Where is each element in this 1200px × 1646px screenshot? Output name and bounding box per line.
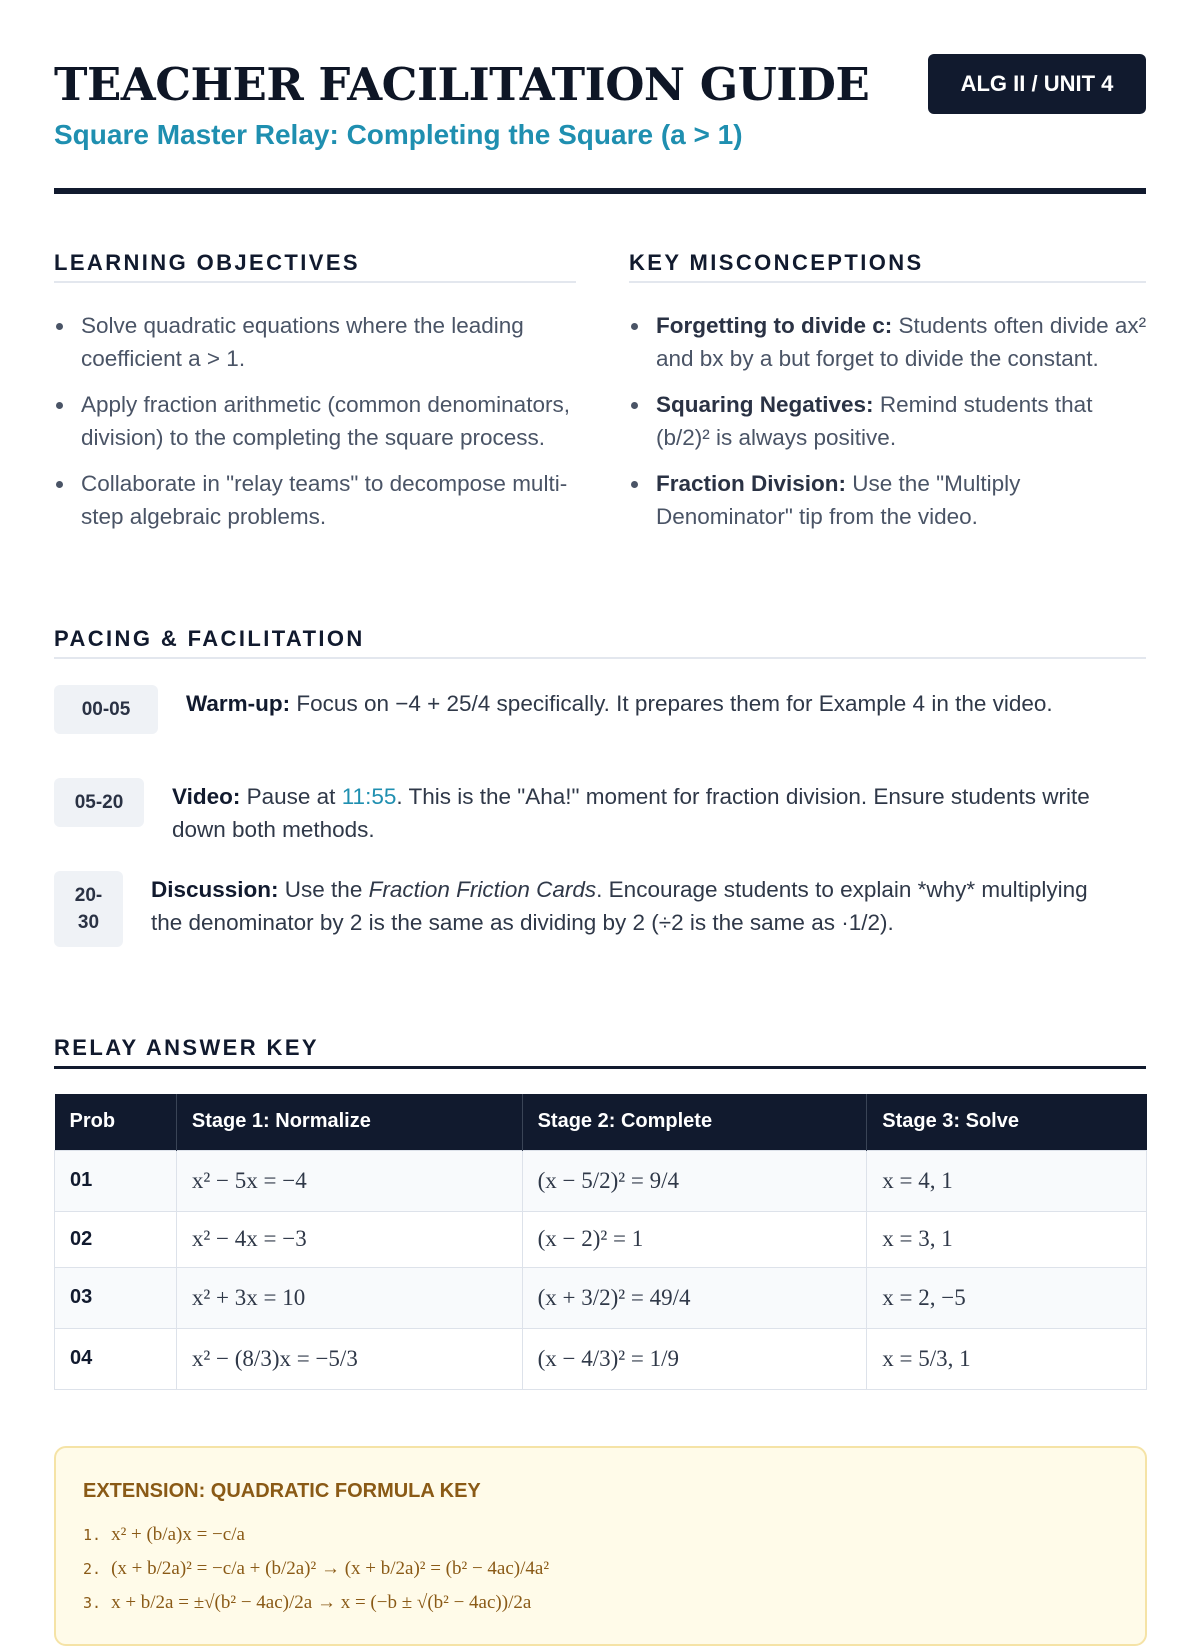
step-number: 2. xyxy=(83,1560,102,1578)
objectives-divider xyxy=(54,281,576,283)
objective-item: Collaborate in "relay teams" to decompose multi-step algebraic problems. xyxy=(54,467,579,533)
extension-box xyxy=(54,1446,1147,1646)
answer-key-divider xyxy=(54,1066,1146,1069)
pacing-heading: PACING & FACILITATION xyxy=(54,626,365,651)
misconception-text: Remind students that (b/2)² is always positive. xyxy=(656,392,1093,450)
time-chip xyxy=(54,871,123,947)
video-timestamp-link[interactable]: 11:55 xyxy=(341,784,397,809)
pacing-text xyxy=(144,780,1114,846)
pacing-label: Video: xyxy=(172,784,241,809)
problem-number: 03 xyxy=(55,1267,177,1328)
misconception-item xyxy=(629,388,1151,454)
problem-number: 04 xyxy=(55,1328,177,1389)
misconception-item xyxy=(629,467,1151,533)
pacing-row xyxy=(54,778,1146,846)
column-header: Stage 1: Normalize xyxy=(176,1094,522,1150)
misconceptions-divider xyxy=(629,281,1146,283)
normalize-cell: x² − 5x = −4 xyxy=(176,1150,522,1211)
table-row xyxy=(55,1267,1147,1328)
answer-key-table xyxy=(54,1094,1147,1390)
time-chip-end: 30 xyxy=(77,912,100,933)
pacing-label: Discussion: xyxy=(151,877,279,902)
table-row xyxy=(55,1150,1147,1211)
problem-number: 01 xyxy=(55,1150,177,1211)
column-header: Prob xyxy=(55,1094,177,1150)
normalize-cell: x² − 4x = −3 xyxy=(176,1211,522,1267)
objectives-list xyxy=(54,309,579,546)
pacing-row xyxy=(54,871,1146,947)
pacing-description: Use the xyxy=(284,877,363,902)
step-number: 3. xyxy=(83,1594,102,1612)
misconceptions-list xyxy=(629,309,1151,546)
objectives-heading: LEARNING OBJECTIVES xyxy=(54,250,360,275)
table-header-row xyxy=(55,1094,1147,1150)
time-chip: 05-20 xyxy=(54,778,144,827)
table-row xyxy=(55,1328,1147,1389)
complete-cell: (x − 4/3)² = 1/9 xyxy=(522,1328,867,1389)
misconception-text: Students often divide ax² and bx by a but forget to divide the constant. xyxy=(656,313,1147,371)
solve-cell: x = 2, −5 xyxy=(867,1267,1147,1328)
misconception-label: Squaring Negatives: xyxy=(656,392,874,417)
complete-cell: (x − 5/2)² = 9/4 xyxy=(522,1150,867,1211)
normalize-cell: x² + 3x = 10 xyxy=(176,1267,522,1328)
time-chip: 00-05 xyxy=(54,685,158,734)
extension-step xyxy=(83,1518,549,1552)
pacing-divider xyxy=(54,657,1146,659)
problem-number: 02 xyxy=(55,1211,177,1267)
column-header: Stage 3: Solve xyxy=(867,1094,1147,1150)
misconception-label: Forgetting to divide c: xyxy=(656,313,893,338)
solve-cell: x = 5/3, 1 xyxy=(867,1328,1147,1389)
objective-item: Solve quadratic equations where the leading coefficient a > 1. xyxy=(54,309,579,375)
page-subtitle: Square Master Relay: Completing the Square (a > 1) xyxy=(54,119,743,150)
pacing-text xyxy=(158,687,1078,720)
page-title: TEACHER FACILITATION GUIDE xyxy=(54,58,870,111)
complete-cell: (x + 3/2)² = 49/4 xyxy=(522,1267,867,1328)
resource-name: Fraction Friction Cards xyxy=(368,877,597,902)
extension-step xyxy=(83,1552,549,1586)
step-number: 1. xyxy=(83,1526,102,1544)
column-header: Stage 2: Complete xyxy=(522,1094,867,1150)
extension-steps xyxy=(83,1518,549,1620)
extension-heading: EXTENSION: QUADRATIC FORMULA KEY xyxy=(83,1480,481,1502)
normalize-cell: x² − (8/3)x = −5/3 xyxy=(176,1328,522,1389)
answer-key-heading: RELAY ANSWER KEY xyxy=(54,1035,319,1060)
unit-badge: ALG II / UNIT 4 xyxy=(928,54,1146,114)
objective-item: Apply fraction arithmetic (common denominators, division) to the completing the square process. xyxy=(54,388,579,454)
pacing-description: . This is the "Aha!" moment for fraction division. Ensure students write down both methods. xyxy=(172,784,1090,842)
time-chip-start: 20- xyxy=(74,885,103,906)
step-formula: x² + (b/a)x = −c/a xyxy=(111,1524,245,1545)
pacing-label: Warm-up: xyxy=(186,691,291,716)
pacing-text xyxy=(123,873,1123,939)
solve-cell: x = 3, 1 xyxy=(867,1211,1147,1267)
misconceptions-heading: KEY MISCONCEPTIONS xyxy=(629,250,924,275)
page-header xyxy=(54,52,1146,194)
pacing-description: Focus on −4 + 25/4 specifically. It prepares them for Example 4 in the video. xyxy=(296,691,1053,716)
misconception-text: Use the "Multiply Denominator" tip from the video. xyxy=(656,471,1021,529)
complete-cell: (x − 2)² = 1 xyxy=(522,1211,867,1267)
pacing-row xyxy=(54,685,1146,734)
misconception-item xyxy=(629,309,1151,375)
table-row xyxy=(55,1211,1147,1267)
pacing-description: Pause at xyxy=(246,784,336,809)
step-formula: x + b/2a = ±√(b² − 4ac)/2a → x = (−b ± √(b² − 4ac))/2a xyxy=(111,1592,532,1613)
step-formula: (x + b/2a)² = −c/a + (b/2a)² → (x + b/2a)² = (b² − 4ac)/4a² xyxy=(111,1558,550,1579)
solve-cell: x = 4, 1 xyxy=(867,1150,1147,1211)
misconception-label: Fraction Division: xyxy=(656,471,847,496)
pacing-description: . Encourage students to explain *why* multiplying the denominator by 2 is the same as dividing by 2 (÷2 is the same as ·1/2). xyxy=(151,877,1088,935)
extension-step xyxy=(83,1586,549,1620)
